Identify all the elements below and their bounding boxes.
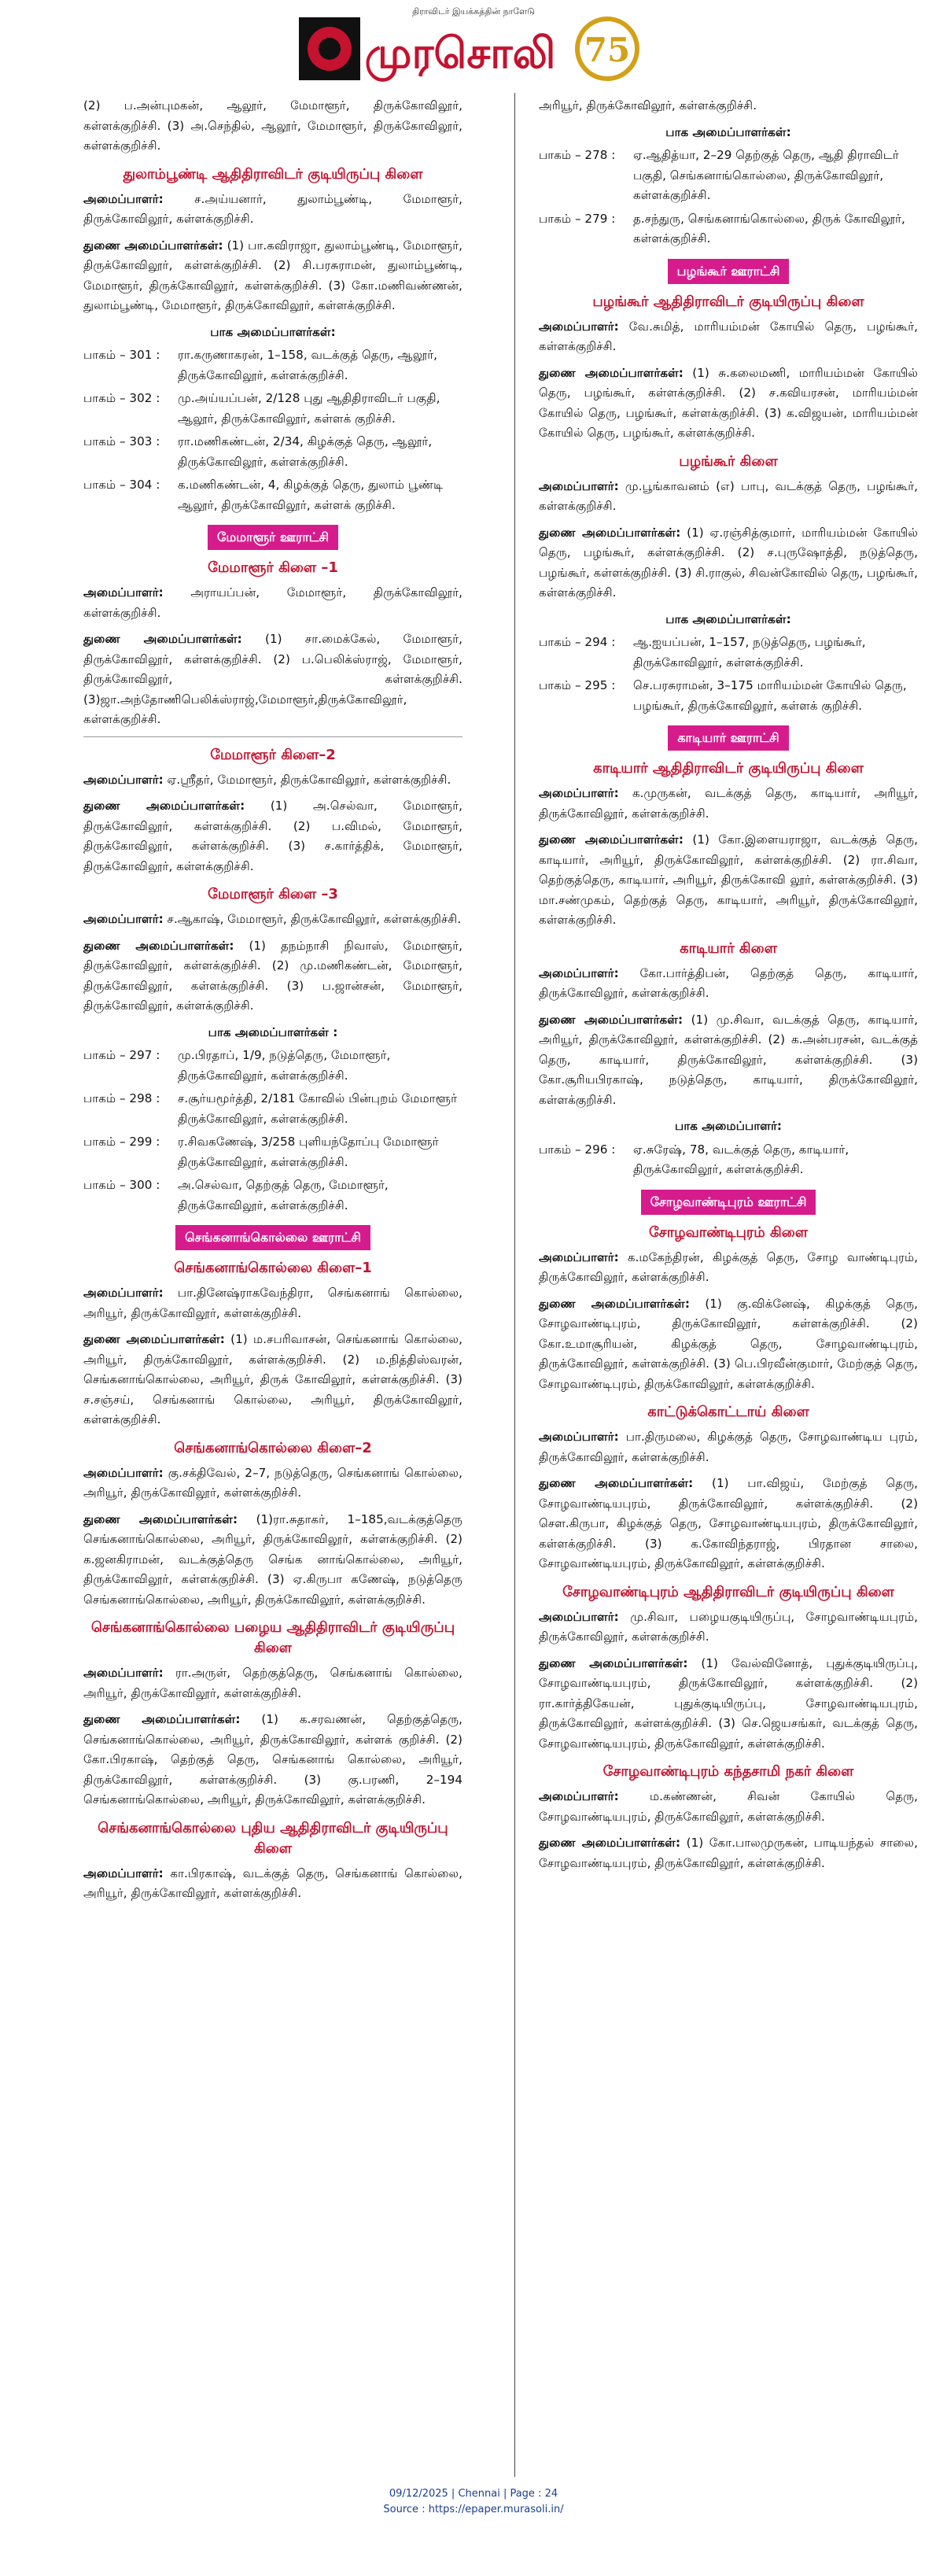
- organizer: அமைப்பாளர்: அராயப்பன், மேமாளூர், திருக்கோவிலூர், கள்ளக்குறிச்சி.: [83, 585, 462, 620]
- booth-row: பாகம் – 304 : க.மணிகண்டன், 4, கிழக்குத் தெரு, துலாம் பூண்டி ஆலூர், திருக்கோவிலூர், கள்ளக் குறிச்சி.: [83, 478, 444, 512]
- booth-organizers-title: பாக அமைப்பாளர்கள்:: [210, 324, 336, 339]
- booth-row: பாகம் – 296 : ஏ.சுரேஷ், 78, வடக்குத் தெரு, காடியார், திருக்கோவிலூர், கள்ளக்குறிச்சி.: [539, 1142, 849, 1176]
- masthead-tagline: திராவிடர் இயக்கத்தின் நாளேடு: [412, 6, 535, 17]
- booth-row: பாகம் – 302 : மு.அய்யப்பன், 2/128 புது ஆதிதிராவிடர் பகுதி, ஆலூர், திருக்கோவிலூர், கள்ளக் குறிச்சி.: [83, 391, 440, 426]
- branch-heading: துலாம்பூண்டி ஆதிதிராவிடர் குடியிருப்பு கிளை: [123, 165, 423, 183]
- deputy-organizers: துணை அமைப்பாளர்கள்: (1) கோ.இளையராஜா, வடக்குத் தெரு, காடியார், அரியூர், திருக்கோவிலூர், கள்ளக்குறிச்சி. (2) ரா.சிவா, தெற்குத்தெரு, காடியார், அரியூர், திருக்கோவி லூர், கள்ளக்குறிச்சி. (3) மா.சண்முகம், தெற்குத் தெரு, காடியார், அரியூர், திருக்கோவிலூர், கள்ளக்குறிச்சி.: [539, 832, 918, 927]
- booth-row: பாகம் – 295 : செ.பரசுராமன், 3–175 மாரியம்மன் கோயில் தெரு, பழங்கூர், திருக்கோவிலூர், கள்ளக் குறிச்சி.: [539, 678, 907, 713]
- murasoli-logo: [299, 13, 645, 87]
- left-column: [83, 93, 462, 1910]
- branch-heading: காட்டுக்கொட்டாய் கிளை: [647, 1404, 809, 1420]
- branch-heading: பழங்கூர் ஆதிதிராவிடர் குடியிருப்பு கிளை: [592, 293, 864, 310]
- booth-row: பாகம் – 299 : ர.சிவகணேஷ், 3/258 புளியந்தோப்பு மேமாளூர் திருக்கோவிலூர், கள்ளக்குறிச்சி.: [83, 1135, 439, 1169]
- booth-row: பாகம் – 298 : ச.சூர்யமூர்த்தி, 2/181 கோவில் பின்புறம் மேமாளூர் திருக்கோவிலூர், கள்ளக்குறிச்சி.: [83, 1091, 458, 1126]
- organizer: அமைப்பாளர்: ச.ஆகாஷ், மேமாளூர், திருக்கோவிலூர், கள்ளக்குறிச்சி.: [83, 912, 462, 926]
- organizer: அமைப்பாளர்: ஏ.ஸ்ரீதர், மேமாளூர், திருக்கோவிலூர், கள்ளக்குறிச்சி.: [83, 772, 451, 787]
- masthead: [0, 0, 947, 93]
- organizer: அமைப்பாளர்: ரா.அருள், தெற்குத்தெரு, செங்கனாங் கொல்லை, அரியூர், திருக்கோவிலூர், கள்ளக்குறிச்சி.: [83, 1666, 462, 1700]
- anniversary-badge: 75: [584, 31, 631, 69]
- deputy-organizers: துணை அமைப்பாளர்கள்: (1) க.சரவணன், தெற்குத்தெரு, செங்கனாங்கொல்லை, அரியூர், திருக்கோவிலூர், கள்ளக் குறிச்சி. (2) கோ.பிரகாஷ், தெற்குத் தெரு, செங்கனாங் கொல்லை, அரியூர், திருக்கோவிலூர், கள்ளக்குறிச்சி. (3) கு.பரணி, 2–194 செங்கனாங்கொல்லை, அரியூர், திருக்கோவிலூர், கள்ளக்குறிச்சி.: [83, 1712, 463, 1807]
- deputy-organizers: துணை அமைப்பாளர்கள்: (1) ம.சபரிவாசன், செங்கனாங் கொல்லை, அரியூர், திருக்கோவிலூர், கள்ளக்குறிச்சி. (2) ம.நித்திஸ்வரன், செங்கனாங்கொல்லை, அரியூர், திருக் கோவிலூர், கள்ளக்குறிச்சி. (3) ச.சஞ்சய், செங்கனாங் கொல்லை, அரியூர், திருக்கோவிலூர், கள்ளக்குறிச்சி.: [83, 1332, 462, 1426]
- organizer: அமைப்பாளர்: பா.திருமலை, கிழக்குத் தெரு, சோழவாண்டிய புரம், திருக்கோவிலூர், கள்ளக்குறிச்சி.: [539, 1430, 918, 1464]
- organizer: அமைப்பாளர்: மு.சிவா, பழையகுடியிருப்பு, சோழவாண்டியபுரம், திருக்கோவிலூர், கள்ளக்குறிச்சி.: [539, 1609, 918, 1644]
- organizer: அமைப்பாளர்: க.மகேந்திரன், கிழக்குத் தெரு, சோழ வாண்டிபுரம், திருக்கோவிலூர், கள்ளக்குறிச்சி.: [539, 1249, 918, 1284]
- branch-heading: செங்கனாங்கொல்லை பழைய ஆதிதிராவிடர் குடியிருப்பு கிளை: [90, 1619, 455, 1656]
- branch-heading: காடியார் ஆதிதிராவிடர் குடியிருப்பு கிளை: [593, 760, 864, 777]
- branch-heading: சோழவாண்டிபுரம் கந்தசாமி நகர் கிளை: [602, 1763, 854, 1780]
- organizer: அமைப்பாளர்: ச.அய்யனார், துலாம்பூண்டி, மேமாளூர், திருக்கோவிலூர், கள்ளக்குறிச்சி.: [83, 191, 462, 226]
- branch-heading: செங்கனாங்கொல்லை கிளை–2: [174, 1439, 372, 1456]
- right-column: [539, 93, 918, 1880]
- continued-text: (2) ப.அன்புமகன், ஆலூர், மேமாளூர், திருக்கோவிலூர், கள்ளக்குறிச்சி. (3) அ.செந்தில், ஆலூர், மேமாளூர், திருக்கோவிலூர், கள்ளக்குறிச்சி.: [83, 98, 462, 153]
- panchayat-badge: சோழவாண்டிபுரம் ஊராட்சி: [641, 1190, 816, 1215]
- booth-organizers-title: பாக அமைப்பாளர்:: [675, 1119, 782, 1133]
- organizer: அமைப்பாளர்: வே.சுமித், மாரியம்மன் கோயில் தெரு, பழங்கூர், கள்ளக்குறிச்சி.: [539, 319, 918, 353]
- deputy-organizers: துணை அமைப்பாளர்கள்: (1) கு.விக்னேஷ், கிழக்குத் தெரு, சோழவாண்டிபுரம், திருக்கோவிலூர், கள்ளக்குறிச்சி. (2) கோ.உமாசூரியன், கிழக்குத் தெரு, சோழவாண்டிபுரம், திருக்கோவிலூர், கள்ளக்குறிச்சி. (3) பெ.பிரவீன்குமார், மேற்குத் தெரு, சோழவாண்டிபுரம், திருக்கோவிலூர், கள்ளக்குறிச்சி.: [539, 1296, 919, 1391]
- panchayat-badge: பழங்கூர் ஊராட்சி: [668, 259, 790, 284]
- page-footer: [0, 2486, 947, 2518]
- edition-info: 09/12/2025 | Chennai | Page : 24: [389, 2488, 558, 2500]
- deputy-organizers: துணை அமைப்பாளர்கள்: (1) சு.கலைமணி, மாரியம்மன் கோயில் தெரு, பழங்கூர், கள்ளக்குறிச்சி. (2) ச.கவியரசன், மாரியம்மன் கோயில் தெரு, பழங்கூர், கள்ளக்குறிச்சி. (3) க.விஜயன், மாரியம்மன் கோயில் தெரு, பழங்கூர், கள்ளக்குறிச்சி.: [539, 365, 919, 440]
- booth-row: பாகம் – 303 : ரா.மணிகண்டன், 2/34, கிழக்குத் தெரு, ஆலூர், திருக்கோவிலூர், கள்ளக்குறிச்சி.: [83, 434, 433, 469]
- booth-organizers-title: பாக அமைப்பாளர்கள்:: [665, 611, 791, 626]
- article-columns: [72, 93, 919, 2477]
- booth-row: பாகம் – 300 : அ.செல்வா, தெற்குத் தெரு, மேமாளூர், திருக்கோவிலூர், கள்ளக்குறிச்சி.: [83, 1178, 389, 1212]
- booth-row: பாகம் – 278 : ஏ.ஆதித்யா, 2–29 தெற்குத் தெரு, ஆதி திராவிடர் பகுதி, செங்கனாங்கொல்லை, திருக்கோவிலூர், கள்ளக்குறிச்சி.: [539, 148, 899, 202]
- branch-heading: மேமாளூர் கிளை –1: [208, 559, 338, 576]
- organizer: அமைப்பாளர்: மு.பூங்காவனம் (எ) பாபு, வடக்குத் தெரு, பழங்கூர், கள்ளக்குறிச்சி.: [539, 478, 918, 513]
- booth-row: பாகம் – 297 : மு.பிரதாப், 1/9, நடுத்தெரு, மேமாளூர், திருக்கோவிலூர், கள்ளக்குறிச்சி.: [83, 1048, 391, 1083]
- branch-heading: செங்கனாங்கொல்லை கிளை–1: [174, 1260, 372, 1276]
- deputy-organizers: துணை அமைப்பாளர்கள்: (1) அ.செல்வா, மேமாளூர், திருக்கோவிலூர், கள்ளக்குறிச்சி. (2) ப.விமல், மேமாளூர், திருக்கோவிலூர், கள்ளக்குறிச்சி. (3) ச.கார்த்திக், மேமாளூர், திருக்கோவிலூர், கள்ளக்குறிச்சி.: [83, 799, 463, 873]
- source-link[interactable]: Source : https://epaper.murasoli.in/: [383, 2504, 564, 2515]
- booth-row: பாகம் – 301 : ரா.கருணாகரன், 1–158, வடக்குத் தெரு, ஆலூர், திருக்கோவிலூர், கள்ளக்குறிச்சி.: [83, 348, 437, 382]
- booth-row: பாகம் – 279 : த.சந்துரு, செங்கனாங்கொல்லை, திருக் கோவிலூர், கள்ளக்குறிச்சி.: [539, 211, 905, 245]
- booth-row: பாகம் – 294 : ஆ.ஐயப்பன், 1–157, நடுத்தெரு, பழங்கூர், திருக்கோவிலூர், கள்ளக்குறிச்சி.: [539, 635, 866, 670]
- deputy-organizers: துணை அமைப்பாளர்கள்: (1) கோ.பாலமுருகன், பாடியந்தல் சாலை, சோழவாண்டியபுரம், திருக்கோவிலூர், கள்ளக்குறிச்சி.: [539, 1836, 918, 1870]
- branch-heading: சோழவாண்டிபுரம் கிளை: [649, 1223, 808, 1241]
- panchayat-badge: செங்கனாங்கொல்லை ஊராட்சி: [175, 1225, 370, 1250]
- column-divider: [514, 93, 515, 2477]
- branch-heading: செங்கனாங்கொல்லை புதிய ஆதிதிராவிடர் குடியிருப்பு கிளை: [98, 1819, 448, 1857]
- panchayat-badge: மேமாளூர் ஊராட்சி: [208, 525, 338, 550]
- organizer: அமைப்பாளர்: ம.கண்ணன், சிவன் கோயில் தெரு, சோழவாண்டியபுரம், திருக்கோவிலூர், கள்ளக்குறிச்சி.: [539, 1789, 918, 1824]
- deputy-organizers: துணை அமைப்பாளர்கள்: (1) பா.விஜய், மேற்குத் தெரு, சோழவாண்டியபுரம், திருக்கோவிலூர், கள்ளக்குறிச்சி. (2) சௌ.கிருபா, கிழக்குத் தெரு, சோழவாண்டியபுரம், திருக்கோவிலூர், கள்ளக்குறிச்சி. (3) க.கோவிந்தராஜ், பிரதான சாலை, சோழவாண்டியபுரம், திருக்கோவிலூர், கள்ளக்குறிச்சி.: [539, 1476, 918, 1570]
- branch-heading: காடியார் கிளை: [680, 939, 777, 957]
- branch-heading: மேமாளூர் கிளை–2: [210, 746, 336, 763]
- deputy-organizers: துணை அமைப்பாளர்கள்: (1) ஏ.ரஞ்சித்குமார், மாரியம்மன் கோயில் தெரு, பழங்கூர், கள்ளக்குறிச்சி. (2) ச.புருஷோத்தி, நடுத்தெரு, பழங்கூர், கள்ளக்குறிச்சி. (3) சி.ராகுல், சிவன்கோவில் தெரு, பழங்கூர், கள்ளக்குறிச்சி.: [539, 525, 919, 600]
- deputy-organizers: துணை அமைப்பாளர்கள்: (1) வேல்வினோத், புதுக்குடியிருப்பு, சோழவாண்டியபுரம், திருக்கோவிலூர், கள்ளக்குறிச்சி. (2) ரா.கார்த்திகேயன், புதுக்குடியிருப்பு, சோழவாண்டியபுரம், திருக்கோவிலூர், கள்ளக்குறிச்சி. (3) செ.ஜெயசங்கர், வடக்குத் தெரு, சோழவாண்டியபுரம், திருக்கோவிலூர், கள்ளக்குறிச்சி.: [539, 1655, 918, 1751]
- panchayat-badge: காடியார் ஊராட்சி: [668, 725, 788, 751]
- branch-heading: மேமாளூர் கிளை –3: [208, 886, 338, 902]
- organizer: அமைப்பாளர்: கு.சக்திவேல், 2–7, நடுத்தெரு, செங்கனாங் கொல்லை, அரியூர், திருக்கோவிலூர், கள்ளக்குறிச்சி.: [83, 1465, 462, 1500]
- continued-text: அரியூர், திருக்கோவிலூர், கள்ளக்குறிச்சி.: [539, 98, 757, 113]
- branch-heading: பழங்கூர் கிளை: [679, 452, 778, 470]
- booth-organizers-title: பாக அமைப்பாளர்கள் :: [208, 1024, 338, 1039]
- masthead-title: முரசொலி: [364, 28, 556, 78]
- deputy-organizers: துணை அமைப்பாளர்கள்: (1) பா.கவிராஜா, துலாம்பூண்டி, மேமாளூர், திருக்கோவிலூர், கள்ளக்குறிச்சி. (2) சி.பரசுராமன், துலாம்பூண்டி, மேமாளூர், திருக்கோவிலூர், கள்ளக்குறிச்சி. (3) கோ.மணிவண்ணன், துலாம்பூண்டி, மேமாளூர், திருக்கோவிலூர், கள்ளக்குறிச்சி.: [83, 238, 462, 312]
- deputy-organizers: துணை அமைப்பாளர்கள்: (1) தநம்நாசி நிவாஸ், மேமாளூர், திருக்கோவிலூர், கள்ளக்குறிச்சி. (2) மு.மணிகண்டன், மேமாளூர், திருக்கோவிலூர், கள்ளக்குறிச்சி. (3) ப.ஜான்சன், மேமாளூர், திருக்கோவிலூர், கள்ளக்குறிச்சி.: [83, 938, 463, 1013]
- deputy-organizers: துணை அமைப்பாளர்கள்: (1) சா.மைக்கேல், மேமாளூர், திருக்கோவிலூர், கள்ளக்குறிச்சி. (2) ப.பெலிக்ஸ்ராஜ், மேமாளூர், திருக்கோவிலூர், கள்ளக்குறிச்சி. (3)ஜா.அந்தோணிபெலிக்ஸ்ராஜ்,மேமாளூர்,திருக்கோவிலூர், கள்ளக்குறிச்சி.: [83, 632, 462, 726]
- organizer: அமைப்பாளர்: கா.பிரகாஷ், வடக்குத் தெரு, செங்கனாங் கொல்லை, அரியூர், திருக்கோவிலூர், கள்ளக்குறிச்சி.: [83, 1866, 462, 1900]
- deputy-organizers: துணை அமைப்பாளர்கள்: (1)ரா.சுதாகர், 1–185,வடக்குத்தெரு செங்கனாங்கொல்லை, அரியூர், திருக்கோவிலூர், கள்ளக்குறிச்சி. (2) க.ஜனகிராமன், வடக்குத்தெரு செங்க னாங்கொல்லை, அரியூர், திருக்கோவிலூர், கள்ளக்குறிச்சி. (3) ஏ.கிருபா கணேஷ், நடுத்தெரு செங்கனாங்கொல்லை, அரியூர், திருக்கோவிலூர், கள்ளக்குறிச்சி.: [83, 1511, 462, 1607]
- branch-heading: சோழவாண்டிபுரம் ஆதிதிராவிடர் குடியிருப்பு கிளை: [562, 1583, 894, 1600]
- deputy-organizers: துணை அமைப்பாளர்கள்: (1) மு.சிவா, வடக்குத் தெரு, காடியார், அரியூர், திருக்கோவிலூர், கள்ளக்குறிச்சி. (2) க.அன்பரசன், வடக்குத் தெரு, காடியார், திருக்கோவிலூர், கள்ளக்குறிச்சி. (3) கோ.சூரியபிரகாஷ், நடுத்தெரு, காடியார், திருக்கோவிலூர், கள்ளக்குறிச்சி.: [539, 1012, 919, 1107]
- organizer: அமைப்பாளர்: கோ.பார்த்திபன், தெற்குத் தெரு, காடியார், திருக்கோவிலூர், கள்ளக்குறிச்சி.: [539, 965, 918, 1000]
- organizer: அமைப்பாளர்: க.முருகன், வடக்குத் தெரு, காடியார், அரியூர், திருக்கோவிலூர், கள்ளக்குறிச்சி.: [539, 786, 918, 821]
- organizer: அமைப்பாளர்: பா.தினேஷ்ராகவேந்திரா, செங்கனாங் கொல்லை, அரியூர், திருக்கோவிலூர், கள்ளக்குறிச்சி.: [83, 1286, 462, 1320]
- booth-organizers-title: பாக அமைப்பாளர்கள்:: [665, 124, 791, 139]
